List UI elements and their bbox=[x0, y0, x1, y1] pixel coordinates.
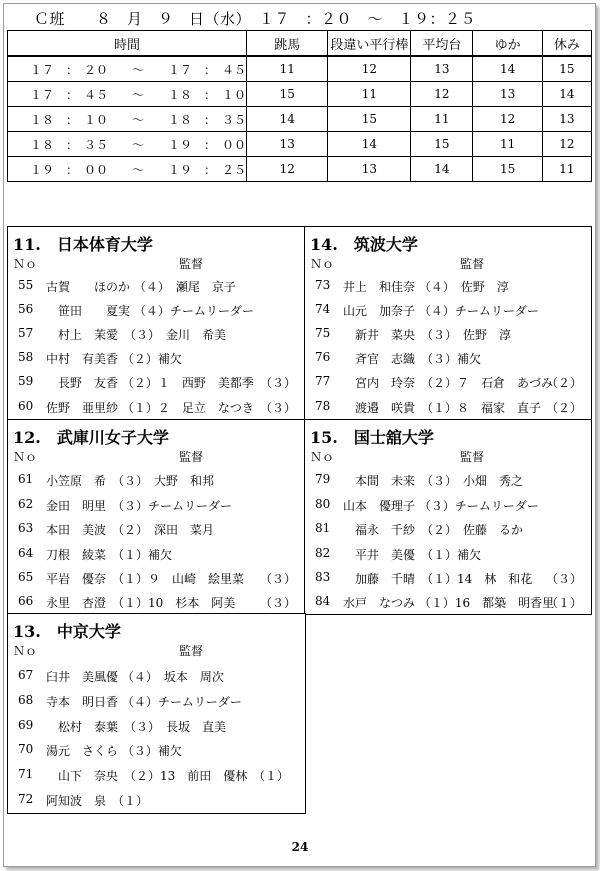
supervisor-header: 監督 bbox=[179, 257, 204, 271]
table-row bbox=[8, 56, 592, 82]
athlete-number: 83 bbox=[315, 570, 331, 584]
list-header bbox=[13, 255, 305, 273]
page-header: Ｃ班 ８ 月 ９ 日（水） １７ ：２０ ～ １９：２５ bbox=[34, 10, 477, 28]
list-item bbox=[305, 399, 591, 419]
list-item bbox=[8, 792, 305, 812]
rotation-cell: 12 bbox=[411, 82, 473, 107]
athlete-entry: 水戸 なつみ （１）16 都築 明香里 bbox=[343, 596, 555, 610]
list-item bbox=[305, 326, 591, 346]
rotation-cell: 12 bbox=[328, 56, 411, 82]
rotation-cell: 12 bbox=[542, 132, 591, 157]
athlete-number: 69 bbox=[18, 718, 34, 732]
col-header: 段違い平行棒 bbox=[328, 31, 411, 57]
table-row bbox=[8, 82, 592, 107]
list-item bbox=[8, 742, 305, 762]
team-title: 13. 中京大学 bbox=[13, 622, 121, 641]
athlete-entry: 平井 美優 （１）補欠 bbox=[343, 548, 482, 562]
rotation-cell: 14 bbox=[473, 56, 543, 82]
table-row bbox=[8, 107, 592, 132]
athlete-entry: 新井 菜央 （３） 佐野 淳 bbox=[343, 328, 512, 342]
no-header: Ｎｏ bbox=[13, 257, 38, 271]
athlete-entry: 山本 優理子 （３）チームリーダー bbox=[343, 499, 539, 513]
athlete-entry: 佐野 亜里紗 （１）２ 足立 なつき bbox=[46, 401, 254, 415]
athlete-number: 63 bbox=[18, 521, 34, 535]
rotation-cell: 11 bbox=[328, 82, 411, 107]
list-header bbox=[310, 255, 591, 273]
list-item bbox=[8, 767, 305, 787]
athlete-number: 70 bbox=[18, 742, 34, 756]
rotation-cell: 11 bbox=[247, 56, 328, 82]
rotation-cell: 15 bbox=[473, 157, 543, 182]
page-number: 24 bbox=[291, 840, 309, 854]
athlete-number: 59 bbox=[18, 374, 34, 388]
list-item bbox=[8, 278, 305, 298]
athlete-number: 84 bbox=[315, 594, 331, 608]
rotation-cell: 14 bbox=[247, 107, 328, 132]
team-title: 11. 日本体育大学 bbox=[13, 235, 153, 254]
table-header-row bbox=[8, 31, 592, 57]
athlete-number: 79 bbox=[315, 472, 331, 486]
list-item bbox=[305, 594, 591, 614]
athlete-number: 80 bbox=[315, 497, 331, 511]
athlete-number: 68 bbox=[18, 693, 34, 707]
list-item bbox=[305, 472, 591, 492]
rotation-cell: 13 bbox=[473, 82, 543, 107]
list-item bbox=[305, 374, 591, 394]
athlete-grade: （３） bbox=[545, 572, 582, 586]
table-row bbox=[8, 157, 592, 182]
list-item bbox=[305, 497, 591, 517]
list-item bbox=[305, 350, 591, 370]
team-box-nittai bbox=[7, 226, 306, 421]
team-box-mukogawa bbox=[7, 419, 306, 615]
rotation-cell: 13 bbox=[247, 132, 328, 157]
list-item bbox=[305, 546, 591, 566]
athlete-number: 75 bbox=[315, 326, 331, 340]
athlete-number: 82 bbox=[315, 546, 331, 560]
athlete-entry: 小笠原 希 （３） 大野 和邦 bbox=[46, 474, 215, 488]
list-item bbox=[8, 350, 305, 370]
athlete-number: 65 bbox=[18, 570, 34, 584]
rotation-cell: 11 bbox=[473, 132, 543, 157]
team-title: 12. 武庫川女子大学 bbox=[13, 428, 169, 447]
athlete-entry: 臼井 美風優 （４） 坂本 周次 bbox=[46, 670, 224, 684]
no-header: Ｎｏ bbox=[13, 644, 38, 658]
list-item bbox=[8, 693, 305, 713]
time-cell: １７ ： ４５ ～ １８ ： １０ bbox=[8, 82, 247, 107]
athlete-number: 66 bbox=[18, 594, 34, 608]
team-box-chukyo bbox=[7, 613, 306, 814]
athlete-grade: （３） bbox=[259, 401, 296, 415]
athlete-number: 62 bbox=[18, 497, 34, 511]
athlete-number: 74 bbox=[315, 302, 331, 316]
rotation-cell: 13 bbox=[542, 107, 591, 132]
list-header bbox=[13, 448, 305, 466]
athlete-number: 57 bbox=[18, 326, 34, 340]
athlete-entry: 斉官 志織 （３）補欠 bbox=[343, 352, 482, 366]
col-header: 跳馬 bbox=[247, 31, 328, 57]
athlete-entry: 平岩 優奈 （１）９ 山崎 絵里菜 bbox=[46, 572, 245, 586]
list-item bbox=[8, 521, 305, 541]
athlete-number: 61 bbox=[18, 472, 34, 486]
rotation-cell: 15 bbox=[542, 56, 591, 82]
athlete-entry: 本間 未来 （３） 小畑 秀之 bbox=[343, 474, 524, 488]
athlete-entry: 古賀 ほのか （４） 瀬尾 京子 bbox=[46, 280, 236, 294]
time-cell: １８ ： ３５ ～ １９ ： ００ bbox=[8, 132, 247, 157]
athlete-entry: 宮内 玲奈 （２）７ 石倉 あづみ bbox=[343, 376, 554, 390]
team-box-tsukuba bbox=[304, 226, 592, 421]
supervisor-header: 監督 bbox=[179, 644, 204, 658]
athlete-entry: 湯元 さくら （３）補欠 bbox=[46, 744, 182, 758]
no-header: Ｎｏ bbox=[13, 450, 38, 464]
rotation-schedule-table bbox=[7, 30, 592, 182]
athlete-number: 73 bbox=[315, 278, 331, 292]
supervisor-header: 監督 bbox=[460, 257, 485, 271]
athlete-entry: 山元 加奈子 （４）チームリーダー bbox=[343, 304, 539, 318]
list-item bbox=[8, 302, 305, 322]
team-box-kokushikan bbox=[304, 419, 592, 615]
list-item bbox=[8, 497, 305, 517]
rotation-cell: 13 bbox=[411, 56, 473, 82]
rotation-cell: 14 bbox=[328, 132, 411, 157]
table-row bbox=[8, 132, 592, 157]
rotation-cell: 14 bbox=[542, 82, 591, 107]
col-header: 休み bbox=[542, 31, 591, 57]
rotation-cell: 14 bbox=[411, 157, 473, 182]
list-item bbox=[8, 326, 305, 346]
athlete-number: 76 bbox=[315, 350, 331, 364]
supervisor-header: 監督 bbox=[179, 450, 204, 464]
athlete-entry: 刀根 綾菜 （１）補欠 bbox=[46, 548, 173, 562]
athlete-entry: 福永 千紗 （２） 佐藤 るか bbox=[343, 523, 524, 537]
list-header bbox=[310, 448, 591, 466]
athlete-entry: 村上 茉愛 （３） 金川 希美 bbox=[46, 328, 227, 342]
athlete-entry: 阿知波 泉 （１） bbox=[46, 794, 149, 808]
rotation-cell: 15 bbox=[411, 132, 473, 157]
col-header: 時間 bbox=[8, 31, 247, 57]
athlete-entry: 渡邉 咲貴 （１）８ 福家 直子 bbox=[343, 401, 542, 415]
athlete-entry: 本田 美波 （２） 深田 菜月 bbox=[46, 523, 215, 537]
list-item bbox=[8, 546, 305, 566]
athlete-number: 56 bbox=[18, 302, 34, 316]
athlete-entry: 笹田 夏実 （４）チームリーダー bbox=[46, 304, 254, 318]
time-cell: １９ ： ００ ～ １９ ： ２５ bbox=[8, 157, 247, 182]
athlete-grade: （２） bbox=[545, 376, 582, 390]
athlete-number: 55 bbox=[18, 278, 34, 292]
athlete-grade: （３） bbox=[259, 596, 296, 610]
athlete-number: 71 bbox=[18, 767, 34, 781]
list-item bbox=[8, 594, 305, 614]
athlete-entry: 中村 有美香 （２）補欠 bbox=[46, 352, 182, 366]
list-item bbox=[8, 668, 305, 688]
athlete-grade: （３） bbox=[259, 572, 296, 586]
athlete-number: 78 bbox=[315, 399, 331, 413]
athlete-number: 64 bbox=[18, 546, 34, 560]
athlete-entry: 松村 泰葉 （３） 長坂 直美 bbox=[46, 720, 227, 734]
list-item bbox=[8, 718, 305, 738]
athlete-grade: （３） bbox=[259, 376, 296, 390]
list-item bbox=[305, 521, 591, 541]
list-item bbox=[8, 570, 305, 590]
team-title: 14. 筑波大学 bbox=[310, 235, 418, 254]
list-item bbox=[8, 399, 305, 419]
time-cell: １８ ： １０ ～ １８ ： ３５ bbox=[8, 107, 247, 132]
list-item bbox=[8, 472, 305, 492]
athlete-entry: 井上 和佳奈 （４） 佐野 淳 bbox=[343, 280, 509, 294]
athlete-entry: 長野 友香 （２）１ 西野 美都季 bbox=[46, 376, 254, 390]
team-title: 15. 国士舘大学 bbox=[310, 428, 434, 447]
athlete-grade: （２） bbox=[545, 401, 582, 415]
athlete-entry: 山下 奈央 （２）13 前田 優林 bbox=[46, 769, 248, 783]
list-item bbox=[305, 570, 591, 590]
rotation-cell: 12 bbox=[473, 107, 543, 132]
athlete-entry: 永里 杏澄 （１）10 杉本 阿美 bbox=[46, 596, 236, 610]
col-header: 平均台 bbox=[411, 31, 473, 57]
rotation-cell: 15 bbox=[247, 82, 328, 107]
col-header: ゆか bbox=[473, 31, 543, 57]
athlete-number: 58 bbox=[18, 350, 34, 364]
rotation-cell: 13 bbox=[328, 157, 411, 182]
supervisor-header: 監督 bbox=[460, 450, 485, 464]
rotation-cell: 12 bbox=[247, 157, 328, 182]
athlete-number: 77 bbox=[315, 374, 331, 388]
list-header bbox=[13, 642, 305, 660]
rotation-cell: 11 bbox=[542, 157, 591, 182]
athlete-entry: 寺本 明日香 （４）チームリーダー bbox=[46, 695, 242, 709]
athlete-number: 81 bbox=[315, 521, 331, 535]
rotation-cell: 11 bbox=[411, 107, 473, 132]
list-item bbox=[305, 278, 591, 298]
no-header: Ｎｏ bbox=[310, 257, 335, 271]
athlete-number: 67 bbox=[18, 668, 34, 682]
time-cell: １７ ： ２０ ～ １７ ： ４５ bbox=[8, 56, 247, 82]
athlete-grade: （１） bbox=[252, 769, 289, 783]
athlete-grade: （１） bbox=[545, 596, 582, 610]
athlete-entry: 金田 明里 （３）チームリーダー bbox=[46, 499, 233, 513]
athlete-number: 60 bbox=[18, 399, 34, 413]
list-item bbox=[8, 374, 305, 394]
no-header: Ｎｏ bbox=[310, 450, 335, 464]
list-item bbox=[305, 302, 591, 322]
rotation-cell: 15 bbox=[328, 107, 411, 132]
athlete-number: 72 bbox=[18, 792, 34, 806]
athlete-entry: 加藤 千晴 （１）14 林 和花 bbox=[343, 572, 533, 586]
